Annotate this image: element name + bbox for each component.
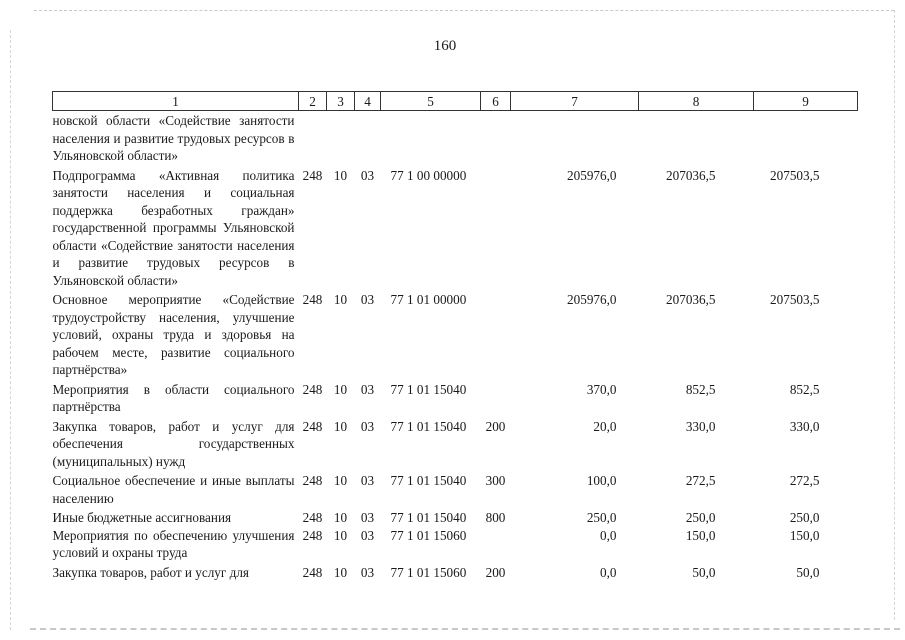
table-row <box>53 527 858 562</box>
row-name: Социальное обеспечение и иные выплаты населению <box>52 473 295 506</box>
cell-target-article: 77 1 01 15040 <box>390 510 467 525</box>
cell-amount-col8: 150,0 <box>685 527 716 543</box>
cell-admin-code: 248 <box>302 527 323 543</box>
cell-subsection: 03 <box>360 564 375 580</box>
column-header: 4 <box>355 92 381 111</box>
table-row <box>53 416 858 471</box>
column-header: 1 <box>53 92 299 111</box>
cell-admin-code: 248 <box>302 510 323 525</box>
cell-section: 10 <box>333 564 348 580</box>
column-header: 7 <box>511 92 639 111</box>
cell-amount-col8: 207036,5 <box>666 167 716 183</box>
cell-admin-code: 248 <box>302 381 323 397</box>
table-row <box>53 289 858 379</box>
cell-admin-code: 248 <box>302 292 323 307</box>
cell-amount-col9: 207503,5 <box>770 167 820 183</box>
cell-expense-type <box>481 165 511 290</box>
cell-admin-code: 248 <box>302 473 323 488</box>
cell-amount-col7: 20,0 <box>593 418 617 434</box>
cell-section: 10 <box>333 418 348 434</box>
scan-edge-right <box>894 10 895 620</box>
row-name: Иные бюджетные ассигнования <box>52 510 232 525</box>
cell-amount-col7 <box>511 111 639 165</box>
cell-section: 10 <box>333 292 348 307</box>
cell-amount-col8: 330,0 <box>685 418 716 434</box>
row-name: Основное мероприятие «Содействие трудоустройству населения, улучшение условий, охраны труда и здоровья на рабочем месте, развитие социального партнёрства» <box>52 292 295 377</box>
cell-section: 10 <box>333 527 348 543</box>
cell-target-article: 77 1 01 00000 <box>390 292 467 307</box>
table-row <box>53 165 858 290</box>
scan-edge-top <box>34 10 894 11</box>
column-header: 8 <box>639 92 754 111</box>
column-header: 5 <box>381 92 481 111</box>
cell-target-article: 77 1 00 00000 <box>390 167 467 183</box>
table-row <box>53 379 858 416</box>
cell-subsection: 03 <box>360 510 375 525</box>
cell-subsection: 03 <box>360 381 375 397</box>
cell-target-article <box>381 111 481 165</box>
cell-expense-type <box>481 527 511 562</box>
budget-table <box>52 91 858 581</box>
column-header: 6 <box>481 92 511 111</box>
column-header: 9 <box>754 92 858 111</box>
cell-amount-col8: 852,5 <box>685 381 716 397</box>
cell-amount-col9: 852,5 <box>789 381 820 397</box>
cell-amount-col8: 207036,5 <box>666 292 716 307</box>
cell-expense-type <box>481 111 511 165</box>
cell-section: 10 <box>333 510 348 525</box>
cell-subsection: 03 <box>360 473 375 488</box>
row-name: Закупка товаров, работ и услуг для обеспечения государственных (муниципальных) нужд <box>52 418 295 469</box>
cell-section: 10 <box>333 167 348 183</box>
cell-amount-col9: 330,0 <box>789 418 820 434</box>
column-header: 2 <box>299 92 327 111</box>
cell-amount-col7: 100,0 <box>586 473 617 488</box>
cell-amount-col9 <box>754 111 858 165</box>
cell-expense-type: 300 <box>485 473 506 488</box>
cell-expense-type <box>481 289 511 379</box>
row-name: новской области «Содействие занятости населения и развитие трудовых ресурсов в Ульяновской области» <box>52 113 295 163</box>
cell-target-article: 77 1 01 15040 <box>390 418 467 434</box>
row-name: Закупка товаров, работ и услуг для <box>52 564 249 580</box>
cell-admin-code: 248 <box>302 167 323 183</box>
cell-admin-code: 248 <box>302 418 323 434</box>
column-header: 3 <box>327 92 355 111</box>
cell-amount-col9: 150,0 <box>789 527 820 543</box>
cell-amount-col7: 250,0 <box>586 510 617 525</box>
cell-amount-col8: 272,5 <box>685 473 716 488</box>
column-number-header <box>53 92 858 111</box>
cell-amount-col9: 50,0 <box>796 564 820 580</box>
cell-amount-col7: 0,0 <box>600 527 617 543</box>
cell-amount-col8: 50,0 <box>692 564 716 580</box>
scan-edge-bottom <box>30 628 900 630</box>
row-name: Мероприятия в области социального партнёрства <box>52 381 295 414</box>
row-name: Подпрограмма «Активная политика занятости населения и социальная поддержка безработных граждан» государственной программы Ульяновской области «Содействие занятости населения и развитие трудовых ресурсов в Ульяновской области» <box>52 167 295 288</box>
cell-target-article: 77 1 01 15060 <box>390 527 467 543</box>
cell-expense-type: 200 <box>485 564 506 580</box>
cell-subsection: 03 <box>360 292 375 307</box>
cell-section: 10 <box>333 473 348 488</box>
cell-subsection: 03 <box>360 167 375 183</box>
cell-section <box>327 111 355 165</box>
cell-target-article: 77 1 01 15060 <box>390 564 467 580</box>
cell-amount-col7: 205976,0 <box>567 167 617 183</box>
cell-amount-col8: 250,0 <box>685 510 716 525</box>
cell-subsection: 03 <box>360 418 375 434</box>
table-row <box>53 111 858 165</box>
table-row <box>53 470 858 507</box>
cell-admin-code: 248 <box>302 564 323 580</box>
cell-subsection <box>355 111 381 165</box>
page-number: 160 <box>433 38 457 54</box>
table-row <box>53 507 858 527</box>
table-row <box>53 562 858 582</box>
cell-amount-col8 <box>639 111 754 165</box>
cell-amount-col7: 205976,0 <box>567 292 617 307</box>
scan-edge-left <box>10 30 11 630</box>
cell-amount-col9: 272,5 <box>789 473 820 488</box>
cell-amount-col7: 370,0 <box>586 381 617 397</box>
cell-expense-type: 800 <box>485 510 506 525</box>
cell-admin-code <box>299 111 327 165</box>
cell-section: 10 <box>333 381 348 397</box>
cell-amount-col9: 207503,5 <box>770 292 820 307</box>
cell-expense-type <box>481 379 511 416</box>
row-name: Мероприятия по обеспечению улучшения условий и охраны труда <box>52 527 295 560</box>
cell-target-article: 77 1 01 15040 <box>390 381 467 397</box>
cell-target-article: 77 1 01 15040 <box>390 473 467 488</box>
cell-subsection: 03 <box>360 527 375 543</box>
cell-expense-type: 200 <box>485 418 506 434</box>
cell-amount-col9: 250,0 <box>789 510 820 525</box>
cell-amount-col7: 0,0 <box>600 564 617 580</box>
